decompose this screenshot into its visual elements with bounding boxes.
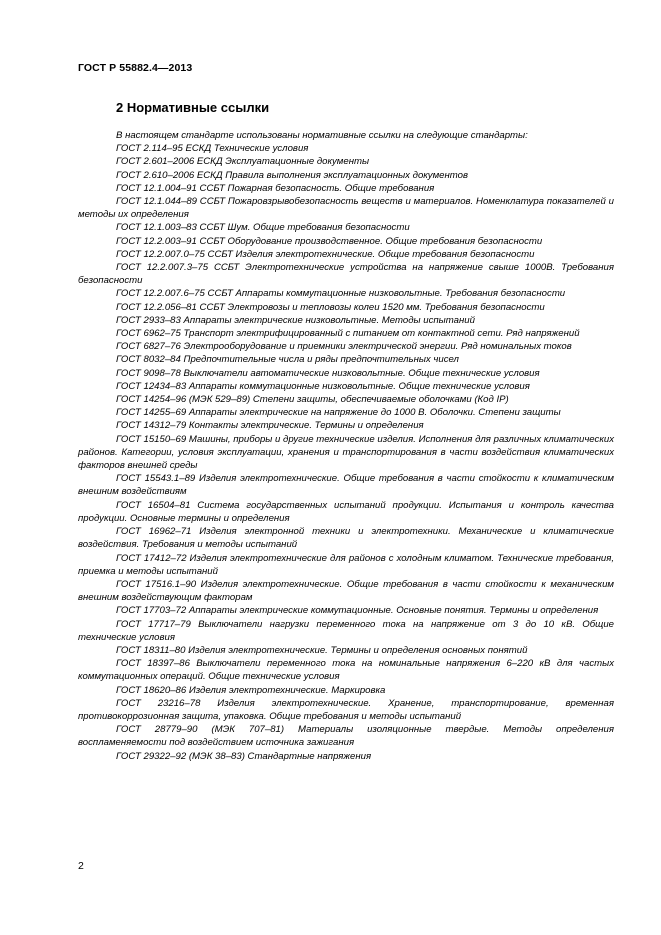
page-number: 2 [78,860,84,872]
reference-item: ГОСТ 17412–72 Изделия электротехнические для районов с холодным климатом. Технические требования, приемка и методы испытаний [78,552,614,577]
reference-item: ГОСТ 12434–83 Аппараты коммутационные низковольтные. Общие технические условия [116,380,530,392]
reference-item: ГОСТ 15543.1–89 Изделия электротехнические. Общие требования в части стойкости к климатическим внешним воздействиям [78,473,614,498]
section-title: 2 Нормативные ссылки [116,100,270,115]
reference-item: ГОСТ 12.1.044–89 ССБТ Пожаровзрывобезопасность веществ и материалов. Номенклатура показателей и методы их определения [78,196,614,221]
reference-item: ГОСТ 8032–84 Предпочтительные числа и ряды предпочтительных чисел [116,354,459,366]
reference-item: ГОСТ 12.1.004–91 ССБТ Пожарная безопасность. Общие требования [116,182,435,194]
reference-item: ГОСТ 18311–80 Изделия электротехнические. Термины и определения основных понятий [116,644,528,656]
reference-item: ГОСТ 2933–83 Аппараты электрические низковольтные. Методы испытаний [116,314,475,326]
reference-item: ГОСТ 18397–86 Выключатели переменного тока на номинальные напряжения 6–220 кВ для частых коммутационных операций. Общие технические условия [78,658,614,683]
reference-item: ГОСТ 23216–78 Изделия электротехнические. Хранение, транспортирование, временная противокоррозионная защита, упаковка. Общие требования и методы испытаний [78,697,614,722]
reference-item: ГОСТ 17703–72 Аппараты электрические коммутационные. Основные понятия. Термины и определения [116,605,599,617]
reference-item: ГОСТ 2.114–95 ЕСКД Технические условия [116,143,309,155]
reference-item: ГОСТ 12.2.007.6–75 ССБТ Аппараты коммутационные низковольтные. Требования безопасности [116,288,566,300]
reference-item: ГОСТ 12.2.007.0–75 ССБТ Изделия электротехнические. Общие требования безопасности [116,248,535,260]
reference-item: ГОСТ 17717–79 Выключатели нагрузки переменного тока на напряжение от 3 до 10 кВ. Общие технические условия [78,618,614,643]
reference-item: ГОСТ 12.2.007.3–75 ССБТ Электротехнические устройства на напряжение свыше 1000В. Требования безопасности [78,262,614,287]
reference-item: ГОСТ 6962–75 Транспорт электрифицированный с питанием от контактной сети. Ряд напряжений [116,328,580,340]
reference-item: ГОСТ 12.1.003–83 ССБТ Шум. Общие требования безопасности [116,222,410,234]
reference-item: ГОСТ 6827–76 Электрооборудование и приемники электрической энергии. Ряд номинальных токов [116,341,572,353]
document-header: ГОСТ Р 55882.4—2013 [78,62,193,74]
reference-item: ГОСТ 12.2.056–81 ССБТ Электровозы и тепловозы колеи 1520 мм. Требования безопасности [116,301,545,313]
reference-item: ГОСТ 14255–69 Аппараты электрические на напряжение до 1000 В. Оболочки. Степени защиты [116,407,561,419]
reference-item: ГОСТ 9098–78 Выключатели автоматические низковольтные. Общие технические условия [116,367,540,379]
reference-item: ГОСТ 15150–69 Машины, приборы и другие технические изделия. Исполнения для различных климатических районов. Категории, условия эксплуатации, хранения и транспортирования в части воздействия климатических факторов внешней среды [78,433,614,472]
intro-paragraph: В настоящем стандарте использованы нормативные ссылки на следующие стандарты: [116,130,528,141]
reference-item: ГОСТ 29322–92 (МЭК 38–83) Стандартные напряжения [116,750,372,762]
reference-item: ГОСТ 16504–81 Система государственных испытаний продукции. Испытания и контроль качества продукции. Основные термины и определения [78,499,614,524]
reference-item: ГОСТ 18620–86 Изделия электротехнические. Маркировка [116,684,386,696]
references-list [78,129,614,763]
reference-item: ГОСТ 12.2.003–91 ССБТ Оборудование производственное. Общие требования безопасности [116,235,543,247]
reference-item: ГОСТ 14254–96 (МЭК 529–89) Степени защиты, обеспечиваемые оболочками (Код IP) [116,394,509,406]
reference-item: ГОСТ 28779–90 (МЭК 707–81) Материалы изоляционные твердые. Методы определения воспламеняемости под воздействием источника зажигания [78,724,614,749]
reference-item: ГОСТ 2.601–2006 ЕСКД Эксплуатационные документы [116,156,370,168]
reference-item: ГОСТ 2.610–2006 ЕСКД Правила выполнения эксплуатационных документов [116,169,469,181]
reference-item: ГОСТ 16962–71 Изделия электронной техники и электротехники. Механические и климатические воздействия. Требования и методы испытаний [78,526,614,551]
reference-item: ГОСТ 14312–79 Контакты электрические. Термины и определения [116,420,424,432]
reference-item: ГОСТ 17516.1–90 Изделия электротехнические. Общие требования в части стойкости к механическим внешним воздействующим факторам [78,578,614,604]
